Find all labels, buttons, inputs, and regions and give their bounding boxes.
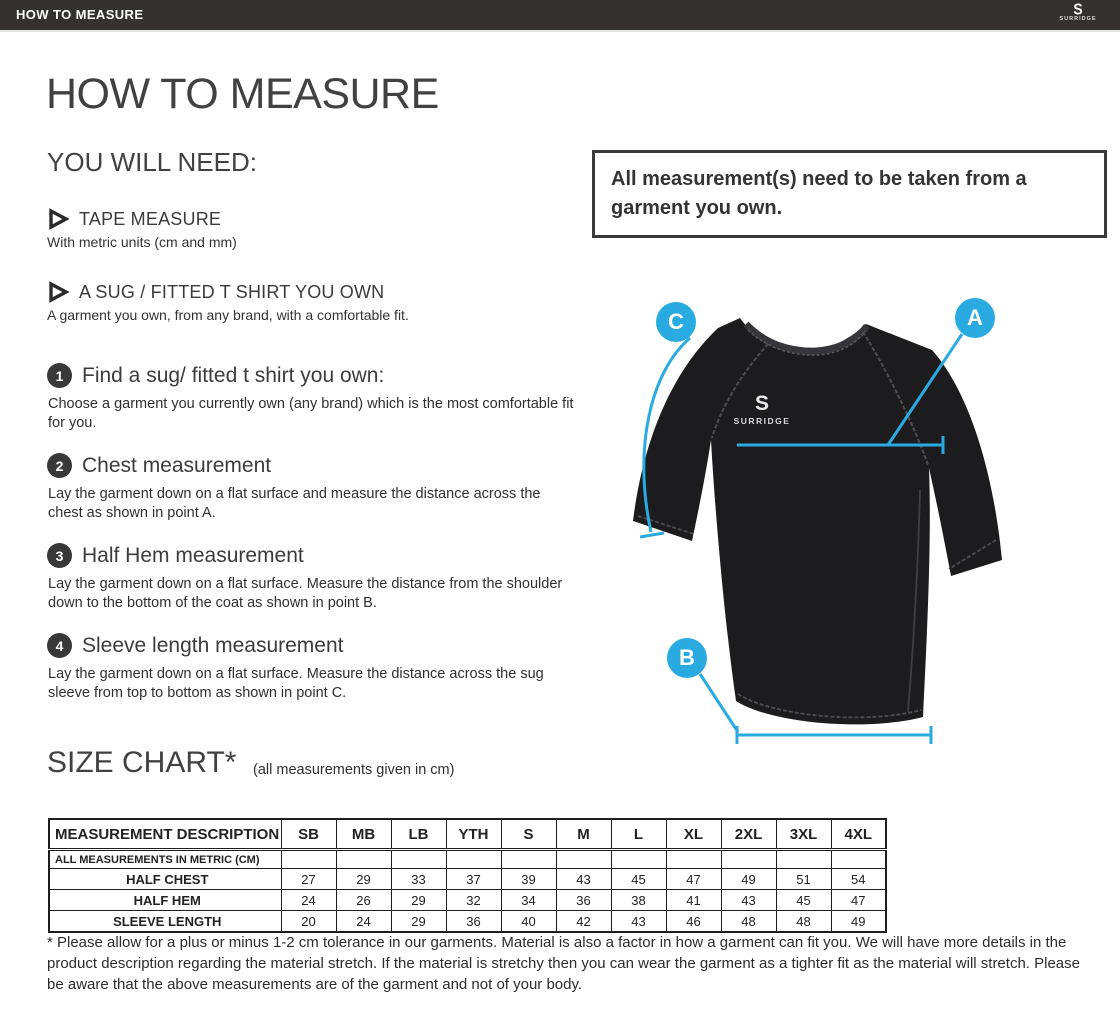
point-a-badge: A xyxy=(955,298,995,338)
table-row xyxy=(49,911,886,933)
row-label: HALF HEM xyxy=(49,890,281,911)
table-cell: 39 xyxy=(501,869,556,890)
table-cell: 32 xyxy=(446,890,501,911)
tolerance-footnote: * Please allow for a plus or minus 1-2 cm tolerance in our garments. Material is also a factor in how a garment can fit you. We will have more details in the product description regarding the material stretch. If the material is stretchy then you can wear the garment as a tighter fit as the material will stretch. Please be aware that the above measurements are of the garment and not of your body. xyxy=(47,934,1080,993)
table-cell xyxy=(556,850,611,869)
need-item-fitted-shirt xyxy=(47,281,409,323)
column-header: MEASUREMENT DESCRIPTION xyxy=(49,819,281,850)
table-cell: 47 xyxy=(666,869,721,890)
table-cell xyxy=(721,850,776,869)
table-cell: 40 xyxy=(501,911,556,933)
table-cell xyxy=(776,850,831,869)
table-cell: 29 xyxy=(391,890,446,911)
column-header: 3XL xyxy=(776,819,831,850)
top-bar-title: HOW TO MEASURE xyxy=(16,7,144,22)
you-will-need-heading: YOU WILL NEED: xyxy=(47,147,257,177)
table-row xyxy=(49,890,886,911)
shirt-illustration xyxy=(620,280,1105,760)
triangle-bullet-icon xyxy=(47,281,69,303)
top-bar xyxy=(0,0,1120,32)
column-header: SB xyxy=(281,819,336,850)
column-header: YTH xyxy=(446,819,501,850)
table-cell xyxy=(336,850,391,869)
need-item-title: TAPE MEASURE xyxy=(79,208,222,229)
shirt-measurement-diagram xyxy=(620,280,1105,760)
table-cell: 51 xyxy=(776,869,831,890)
table-cell: 29 xyxy=(391,911,446,933)
step-3-body: Lay the garment down on a flat surface. Measure the distance from the shoulder down to the bottom of the coat as shown in point B. xyxy=(48,576,563,611)
table-cell xyxy=(391,850,446,869)
step-2-heading xyxy=(47,453,271,478)
table-cell: 48 xyxy=(721,911,776,933)
measurement-note-text: All measurement(s) need to be taken from a garment you own. xyxy=(611,168,1027,219)
size-chart-heading: SIZE CHART* xyxy=(47,746,237,779)
table-cell: 41 xyxy=(666,890,721,911)
point-c-badge: C xyxy=(656,302,696,342)
table-cell: 37 xyxy=(446,869,501,890)
table-cell: 34 xyxy=(501,890,556,911)
row-label: HALF CHEST xyxy=(49,869,281,890)
column-header: 4XL xyxy=(831,819,886,850)
table-row xyxy=(49,869,886,890)
size-chart-header-row xyxy=(49,819,886,850)
column-header: L xyxy=(611,819,666,850)
step-1-heading xyxy=(47,363,384,388)
surridge-logo xyxy=(1048,2,1108,28)
table-cell: 38 xyxy=(611,890,666,911)
surridge-logo-icon: S xyxy=(1073,0,1083,19)
need-item-tape-measure xyxy=(47,208,237,250)
point-b-badge: B xyxy=(667,638,707,678)
table-cell: 33 xyxy=(391,869,446,890)
shirt-logo-icon: S xyxy=(754,392,770,415)
need-item-title: A SUG / FITTED T SHIRT YOU OWN xyxy=(79,281,385,302)
surridge-logo-text: SURRIDGE xyxy=(1059,16,1097,22)
step-3-heading xyxy=(47,543,304,568)
table-cell: 36 xyxy=(446,911,501,933)
row-label: ALL MEASUREMENTS IN METRIC (CM) xyxy=(49,850,281,869)
step-number-badge: 1 xyxy=(47,363,72,388)
step-title: Half Hem measurement xyxy=(82,543,304,567)
table-cell xyxy=(501,850,556,869)
step-1-body: Choose a garment you currently own (any brand) which is the most comfortable fit for you. xyxy=(48,396,574,431)
table-cell: 49 xyxy=(831,911,886,933)
page-title: HOW TO MEASURE xyxy=(46,70,439,118)
table-cell xyxy=(666,850,721,869)
row-label: SLEEVE LENGTH xyxy=(49,911,281,933)
measurement-note-box xyxy=(592,150,1107,238)
step-title: Chest measurement xyxy=(82,453,272,477)
table-cell: 36 xyxy=(556,890,611,911)
table-cell xyxy=(281,850,336,869)
table-cell: 24 xyxy=(336,911,391,933)
step-title: Sleeve length measurement xyxy=(82,633,344,657)
table-cell: 43 xyxy=(556,869,611,890)
table-cell xyxy=(611,850,666,869)
column-header: 2XL xyxy=(721,819,776,850)
need-item-subtitle: A garment you own, from any brand, with a comfortable fit. xyxy=(47,307,409,323)
column-header: LB xyxy=(391,819,446,850)
table-cell xyxy=(446,850,501,869)
column-header: S xyxy=(501,819,556,850)
step-2-body: Lay the garment down on a flat surface and measure the distance across the chest as shown in point A. xyxy=(48,486,541,521)
table-cell: 54 xyxy=(831,869,886,890)
sleeve-length-tick xyxy=(640,533,664,537)
step-4-heading xyxy=(47,633,344,658)
size-chart-subheading: (all measurements given in cm) xyxy=(253,762,455,778)
table-cell: 43 xyxy=(611,911,666,933)
table-cell: 42 xyxy=(556,911,611,933)
step-number-badge: 2 xyxy=(47,453,72,478)
table-row xyxy=(49,850,886,869)
step-title: Find a sug/ fitted t shirt you own: xyxy=(82,363,385,387)
table-cell: 46 xyxy=(666,911,721,933)
column-header: XL xyxy=(666,819,721,850)
size-chart-table xyxy=(48,818,887,933)
table-cell: 48 xyxy=(776,911,831,933)
table-cell: 29 xyxy=(336,869,391,890)
hem-pointer-line xyxy=(700,674,738,732)
column-header: M xyxy=(556,819,611,850)
table-cell: 45 xyxy=(611,869,666,890)
table-cell: 45 xyxy=(776,890,831,911)
triangle-bullet-icon xyxy=(47,208,69,230)
table-cell: 24 xyxy=(281,890,336,911)
table-cell xyxy=(831,850,886,869)
table-cell: 47 xyxy=(831,890,886,911)
table-cell: 26 xyxy=(336,890,391,911)
table-cell: 49 xyxy=(721,869,776,890)
column-header: MB xyxy=(336,819,391,850)
shirt-logo-text: SURRIDGE xyxy=(733,416,791,426)
table-cell: 43 xyxy=(721,890,776,911)
need-item-subtitle: With metric units (cm and mm) xyxy=(47,234,237,250)
table-cell: 27 xyxy=(281,869,336,890)
step-4-body: Lay the garment down on a flat surface. Measure the distance across the sug sleeve from top to bottom as shown in point C. xyxy=(48,666,544,701)
step-number-badge: 4 xyxy=(47,633,72,658)
step-number-badge: 3 xyxy=(47,543,72,568)
table-cell: 20 xyxy=(281,911,336,933)
